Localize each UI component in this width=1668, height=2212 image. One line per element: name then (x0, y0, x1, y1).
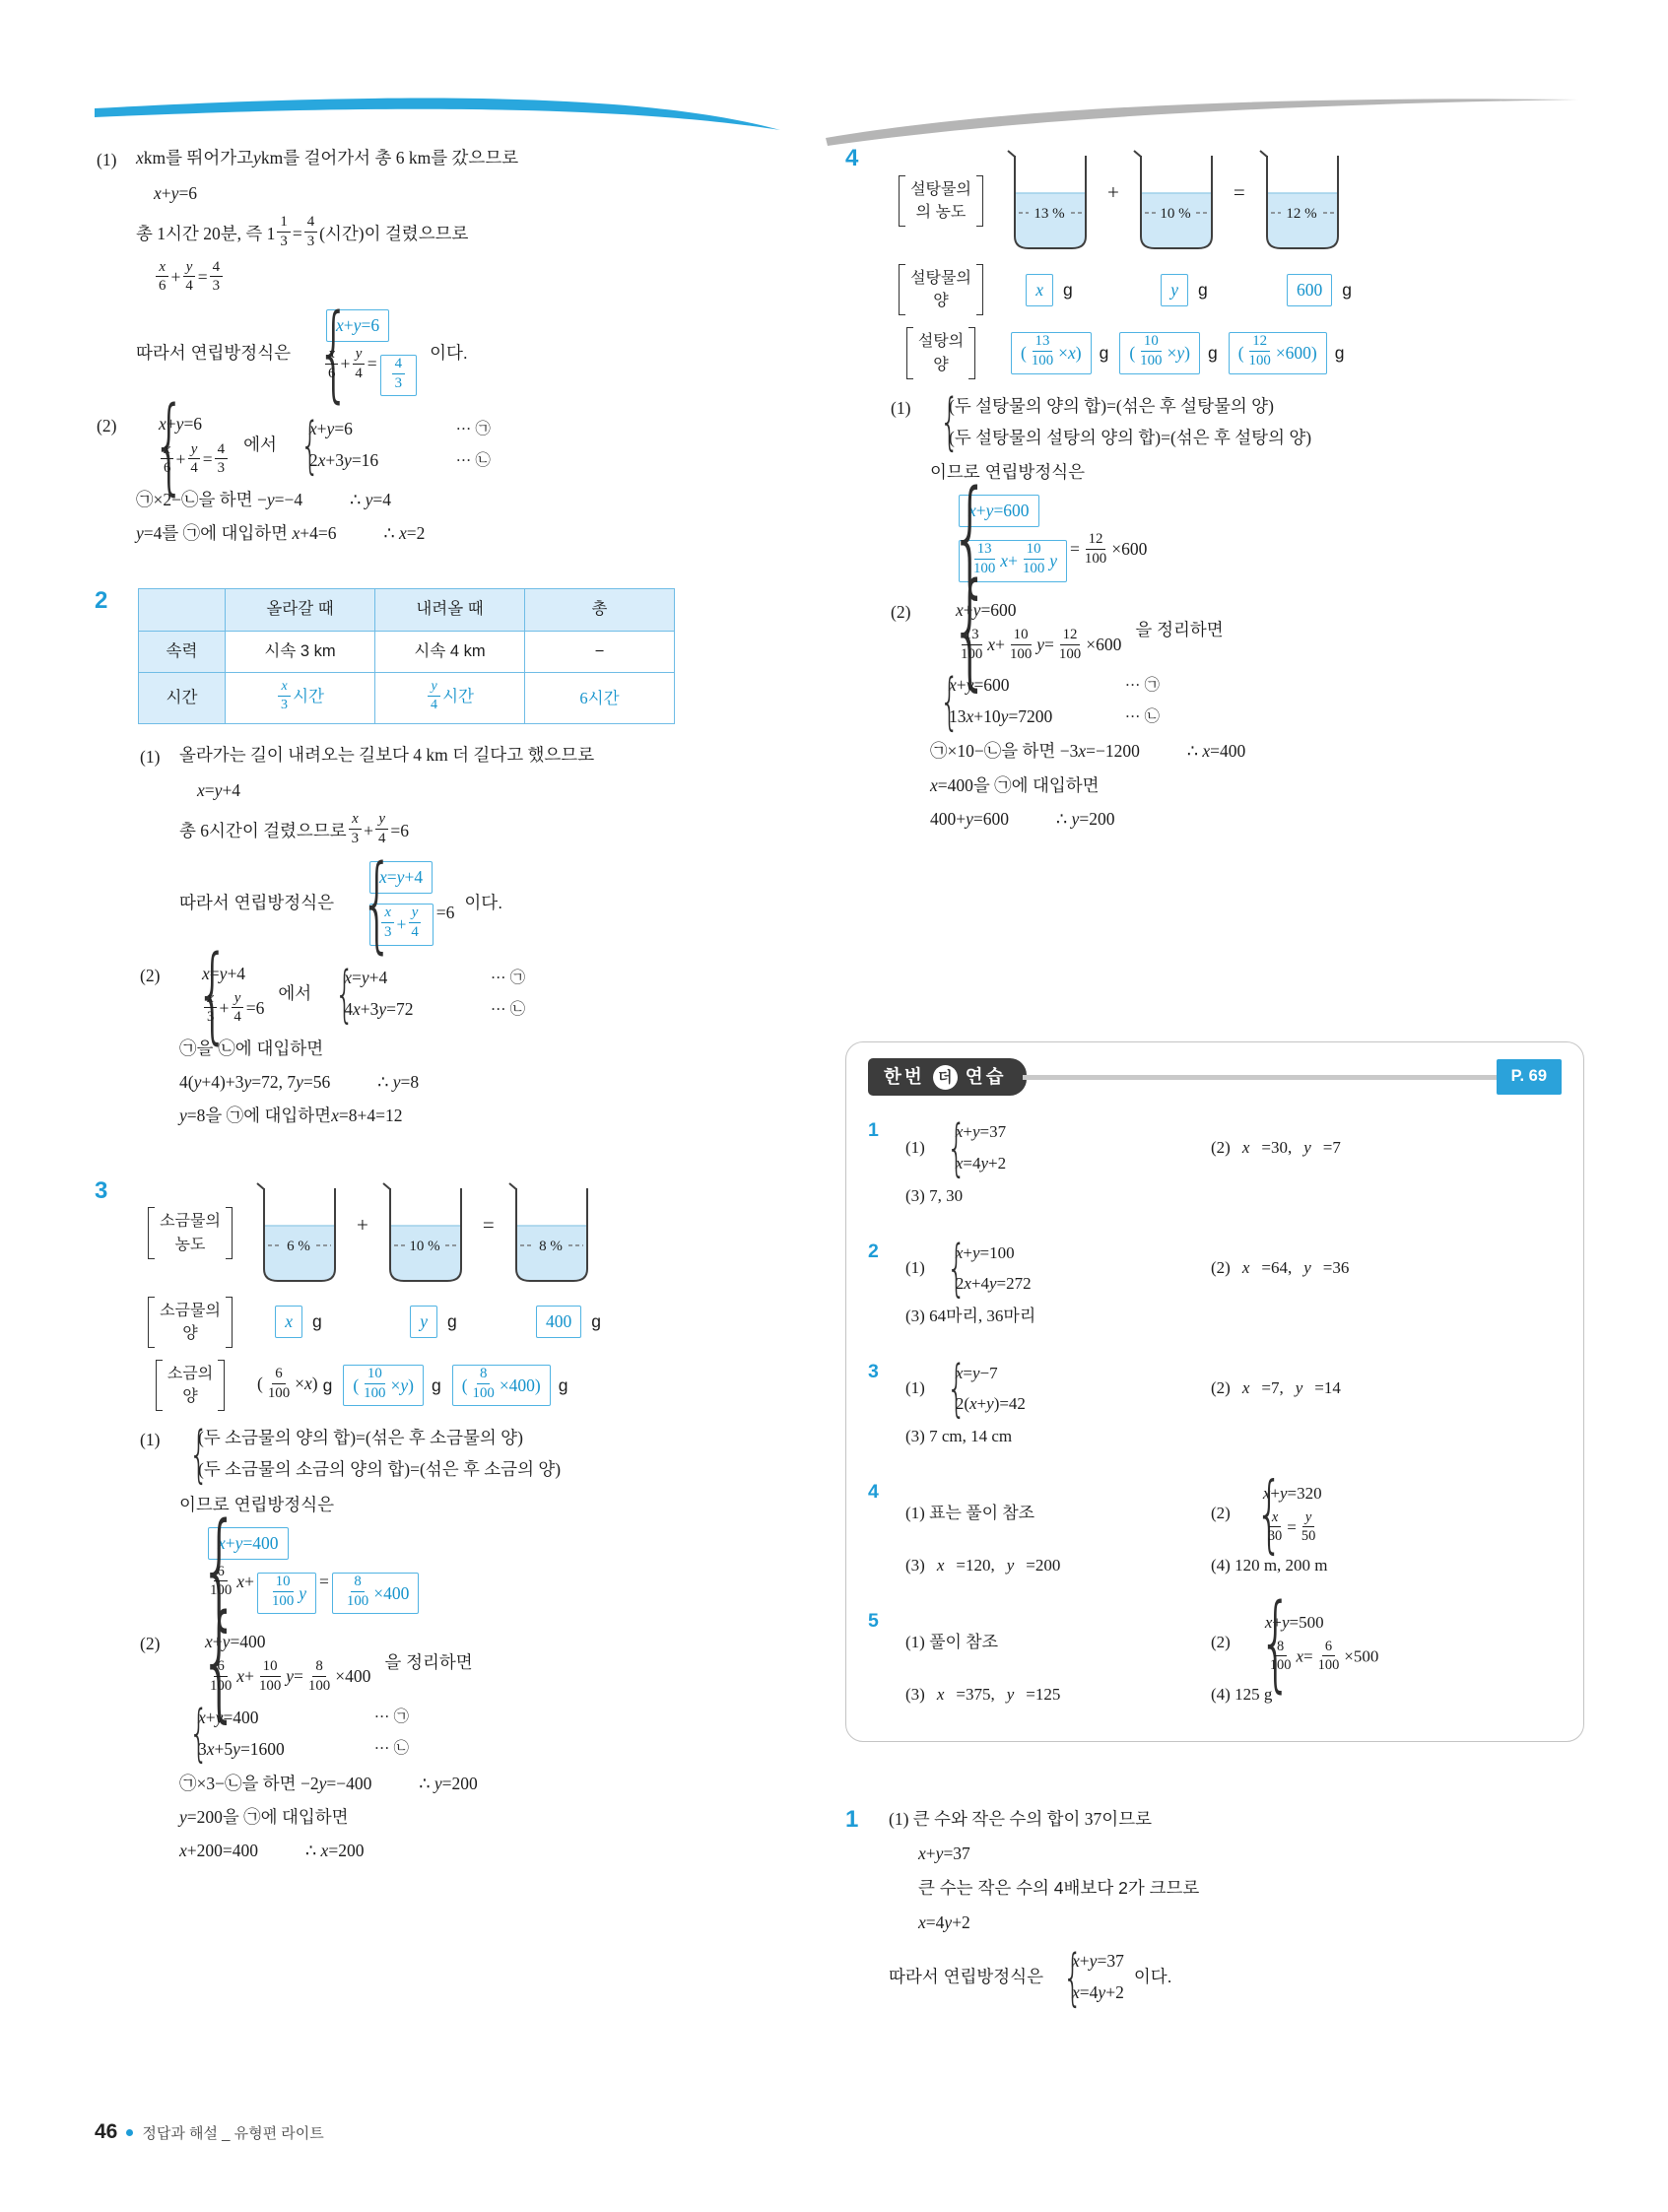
table-cell: $\frac{y}{4}$ 시간 (375, 673, 525, 723)
table-cell: 6시간 (525, 673, 675, 723)
item-number: 2 (868, 1240, 879, 1262)
answer-text: ∴ y=200 (1056, 808, 1115, 829)
equation: { x=y−7 (955, 1363, 998, 1382)
equation: { x+y=6 (159, 414, 203, 435)
unit-label: g (1198, 279, 1208, 300)
equation-system (930, 672, 1160, 730)
equation-tag: ⋯ ㉡ (490, 1000, 526, 1018)
table-cell: − (525, 631, 675, 673)
solution-text: x+200=400 (179, 1841, 259, 1861)
problem-3 (95, 1171, 784, 1872)
page-reference-badge: P. 69 (1497, 1059, 1562, 1095)
equation-tag: ⋯ ㉠ (373, 1709, 409, 1726)
salt-expression-box: ( 8 100 ×400) (452, 1365, 551, 1406)
conclusion-post: 이다. (1133, 1967, 1172, 1987)
equation: { x+y=37 (1072, 1951, 1124, 1972)
solution-step-4-1 (889, 393, 1584, 583)
amount-box: y (410, 1306, 437, 1338)
right-bracket (976, 264, 983, 315)
equation: 13x+10y=7200 (949, 706, 1053, 727)
problem-4 (845, 138, 1584, 839)
equation: 3x+5y=1600 (198, 1738, 285, 1759)
amount-box: x (275, 1306, 302, 1338)
equation: { x+y=320 (1262, 1483, 1322, 1503)
item-number: 3 (868, 1360, 879, 1382)
equation-tag: ⋯ ㉠ (1124, 676, 1160, 694)
practice-header-line (1023, 1075, 1497, 1080)
beaker-spout (509, 1183, 516, 1189)
equation: $\frac{x}{6}$ + $\frac{y}{4}$ = 4 3 (323, 348, 420, 397)
problem-number: 4 (845, 145, 859, 171)
conclusion-line (179, 860, 784, 946)
beaker-percent-label: 10 % (1160, 206, 1191, 222)
equation-system (1242, 1481, 1322, 1547)
solution-text: y =200을 ㉠에 대입하면 (179, 1807, 349, 1828)
answer-text: (2) x =7, y =14 (1211, 1378, 1341, 1398)
solution-step-1-2 (95, 411, 784, 547)
left-bracket (156, 1360, 163, 1411)
bracket-label-concentration (889, 175, 993, 227)
equals-sign: = (1233, 180, 1245, 205)
practice-item-2 (868, 1234, 1562, 1337)
equation: $\frac{6}{100}$ x+ $\frac{10}{100}$ y= $\frac{8}{100}$ ×400 (210, 1658, 371, 1695)
sugar-expression-box: ( 12 100 ×600) (1229, 332, 1327, 373)
practice-item-4 (868, 1474, 1562, 1586)
unit-label: g (1334, 343, 1345, 363)
equation-tag: ⋯ ㉠ (455, 420, 491, 437)
answer-text: ∴ y=200 (419, 1773, 478, 1793)
equation: 4x+3y=72 (344, 999, 414, 1020)
table-row-label: 시간 (139, 673, 226, 723)
equation: 13 100 x + 10 100 y = $\frac{12}{100}$ ×600 (956, 533, 1147, 582)
equation-system (179, 961, 264, 1028)
equation: 2x+3y=16 (308, 450, 379, 471)
equation: x+y=37 (918, 1843, 970, 1863)
equation-system (1242, 1610, 1379, 1676)
problem-number: 2 (95, 587, 108, 615)
right-bracket (976, 175, 983, 227)
beaker-diagram (1131, 150, 1222, 252)
bracket-label-amount (889, 264, 993, 315)
equals-sign: = (482, 1212, 495, 1237)
condition-system (930, 393, 1311, 451)
answer-text: ∴ y=4 (350, 489, 392, 509)
label-line: 소금물의 (160, 1302, 221, 1319)
solution-step-2-1 (138, 742, 784, 947)
solution-text: 올라가는 길이 내려오는 길보다 4 km 더 길다고 했으므로 (179, 744, 595, 765)
equation: { x=y+4 (344, 968, 388, 988)
table-row-label: 속력 (139, 631, 226, 673)
item-number: 5 (868, 1609, 879, 1632)
beaker-spout (1008, 151, 1015, 157)
conclusion-pre: 따라서 연립방정식은 (136, 342, 292, 363)
right-bracket (968, 327, 975, 378)
unit-label: g (558, 1374, 568, 1395)
equation: { x = y +4 (367, 860, 454, 895)
unit-label: g (1099, 343, 1109, 363)
amount-box: 400 (536, 1306, 581, 1338)
equation-system (937, 1361, 1026, 1418)
answer-text: (1) 표는 풀이 참조 (905, 1503, 1035, 1522)
equation: $\frac{8}{100}$ x= $\frac{6}{100}$ ×500 (1269, 1638, 1379, 1674)
salt-expression-box: ( 10 100 × y ) (343, 1365, 424, 1406)
practice-header (868, 1058, 1562, 1097)
beaker-diagram (254, 1182, 345, 1285)
equation: { x=y+4 (202, 963, 246, 983)
equation: x=y+4 (197, 779, 241, 800)
sugar-amount-row (889, 327, 1584, 378)
sugar-expression-box: ( 13 100 × x ) (1011, 332, 1092, 373)
beaker-percent-label: 13 % (1034, 206, 1065, 222)
step-marker: (1) (140, 1430, 161, 1450)
step-marker: (1) (97, 150, 117, 169)
solution-text: 이므로 연립방정식은 (930, 462, 1086, 482)
equation: { x+y=100 (955, 1242, 1015, 1262)
solution-text: 이므로 연립방정식은 (179, 1494, 335, 1514)
practice-item-5 (868, 1603, 1562, 1715)
problem-number: 3 (95, 1176, 108, 1204)
label-line: 양 (182, 1388, 198, 1406)
right-bracket (226, 1297, 233, 1348)
equation: x 3 + y 4 =6 (367, 900, 454, 946)
solution-text: ㉠×2−㉡을 하면 −y=−4 (136, 489, 303, 509)
equation: 2x+4y=272 (955, 1273, 1032, 1293)
equation-tag: ⋯ ㉡ (1124, 707, 1160, 725)
equation-system (344, 860, 454, 946)
connector-text: 에서 (278, 983, 312, 1004)
bracket-label-sugar (889, 327, 993, 378)
equation: { x + y =600 (956, 494, 1147, 528)
amount-box: 600 (1287, 274, 1332, 306)
conclusion-line (136, 308, 784, 398)
table-cell: 시속 4 km (375, 631, 525, 673)
beaker-percent-label: 6 % (287, 1238, 310, 1254)
item-number: 1 (868, 1119, 879, 1142)
beaker-percent-label: 10 % (409, 1238, 440, 1254)
beaker-spout (257, 1183, 264, 1189)
left-bracket (899, 175, 905, 227)
label-line: 설탕의 (917, 333, 965, 351)
equation: $\frac{13}{100}$ x+ $\frac{10}{100}$ y= $\frac{12}{100}$ ×600 (961, 626, 1122, 662)
practice-title-post: 연습 (965, 1065, 1007, 1087)
label-line: 양 (933, 356, 949, 373)
solution-text: y =8을 ㉠에 대입하면 x =8+4=12 (179, 1106, 403, 1126)
equation: { x+y=500 (1264, 1612, 1324, 1632)
label-line: 설탕물의 (910, 180, 971, 198)
answer-text: ∴ y=8 (377, 1072, 420, 1093)
solution-text: x =400을 ㉠에 대입하면 (930, 774, 1100, 795)
left-column (95, 138, 784, 1871)
beaker-spout (1260, 151, 1267, 157)
equation-system (930, 597, 1121, 664)
answer-text: (1) 풀이 참조 (905, 1632, 999, 1651)
solution-text: ㉠을 ㉡에 대입하면 (179, 1039, 324, 1059)
answer-text: ∴ x=200 (305, 1841, 365, 1861)
solution-text: 4(y+4)+3y=72, 7y=56 (179, 1072, 331, 1093)
label-line: 소금의 (167, 1365, 214, 1382)
answer-text: ∴ x=400 (1186, 741, 1246, 762)
beaker-percent-label: 8 % (538, 1238, 563, 1254)
equation: x=4y+2 (955, 1153, 1007, 1173)
conclusion-pre: 따라서 연립방정식은 (179, 893, 335, 913)
conclusion-pre: 따라서 연립방정식은 (889, 1967, 1044, 1987)
beaker-percent-label: 12 % (1286, 206, 1317, 222)
beaker-diagram (506, 1182, 597, 1285)
answer-text: (3) 7, 30 (905, 1186, 964, 1206)
item-number: 4 (868, 1480, 879, 1503)
table-header: 내려올 때 (375, 589, 525, 632)
problem-2 (95, 580, 784, 1136)
label-line: 설탕물의 (910, 270, 971, 287)
unit-label: g (431, 1374, 441, 1395)
unit-label: g (312, 1311, 322, 1332)
beaker-diagram (1005, 150, 1096, 252)
answer-text: (2) x =64, y =36 (1211, 1258, 1350, 1278)
answer-text: (3) x =120, y =200 (905, 1556, 1061, 1575)
solution-step-4-2 (889, 597, 1584, 833)
equation: 2(x+y)=42 (955, 1393, 1026, 1413)
answer-text: (4) 120 m, 200 m (1211, 1556, 1328, 1575)
equation: { x+y=600 (949, 675, 1010, 696)
salt-amount-row (138, 1360, 784, 1411)
equation-system (1053, 1948, 1124, 2006)
solution-1 (845, 1799, 1584, 2019)
practice-title-pre: 한번 (884, 1065, 925, 1087)
solution-step-2-2 (138, 961, 784, 1130)
page-footer (95, 2120, 324, 2144)
equation-system (937, 1240, 1032, 1298)
sugar-water-amount-row (889, 264, 1584, 315)
table-cell: 시속 3 km (226, 631, 375, 673)
conclusion-line (889, 1948, 1584, 2006)
unit-label: g (1063, 279, 1073, 300)
connector-text: 을 정리하면 (1135, 620, 1224, 640)
solution-text: y=4를 ㉠에 대입하면 x+4=6 (136, 523, 337, 544)
amount-box: x (1026, 274, 1053, 306)
sugar-expression-box: ( 10 100 × y ) (1119, 332, 1200, 373)
step-marker: (1) (140, 746, 161, 767)
part-label: (1) (905, 1378, 925, 1398)
header-swoosh-blue (95, 99, 780, 130)
label-line: 양 (933, 293, 949, 310)
left-bracket (148, 1207, 155, 1258)
part-label: (1) (905, 1258, 925, 1278)
connector-text: 에서 (243, 435, 277, 455)
solution-text: ㉠×3−㉡을 하면 −2y=−400 (179, 1773, 372, 1793)
table-cell: $\frac{x}{3}$ 시간 (226, 673, 375, 723)
answer-text: (4) 125 g (1211, 1685, 1273, 1705)
conclusion-post: 이다. (464, 893, 503, 913)
label-line: 소금물의 (160, 1213, 221, 1231)
bracket-label-amount (138, 1297, 242, 1348)
equation: x=4y+2 (918, 1912, 970, 1933)
solution-step-1-1 (95, 145, 784, 397)
label-line: 양 (182, 1324, 198, 1342)
page-number: 46 (95, 2120, 118, 2143)
practice-title-circle: 더 (933, 1065, 958, 1090)
plus-sign: + (1107, 180, 1119, 205)
conclusion-post: 이다. (430, 342, 468, 363)
equation: $\frac{x}{6}$ + $\frac{y}{4}$ = $\frac{4}{3}$ (154, 261, 784, 297)
answer-text: (3) 7 cm, 14 cm (905, 1427, 1013, 1446)
right-bracket (218, 1360, 225, 1411)
beaker-spout (383, 1183, 390, 1189)
equation-tag: ⋯ ㉡ (373, 1740, 409, 1758)
solution-step-3-2 (138, 1629, 784, 1864)
practice-title-bar (868, 1058, 1027, 1097)
solution-amount-row (138, 1297, 784, 1348)
step-marker: (2) (140, 1634, 161, 1654)
answer-text: (2) x =30, y =7 (1211, 1138, 1341, 1158)
equation: $\frac{6}{100}$ x+ 10 100 y = 8 100 ×400 (205, 1566, 422, 1615)
step-marker: (2) (891, 601, 911, 622)
answer-text: (3) x =375, y =125 (905, 1685, 1061, 1705)
equation: $\frac{x}{3}$ + $\frac{y}{4}$ =6 (202, 992, 264, 1028)
answer-text: ∴ x=2 (383, 523, 426, 544)
plus-sign: + (357, 1212, 368, 1237)
equation-system (325, 965, 525, 1023)
solution-text: 총 1시간 20분, 즉 1 1 3 = 4 3 (시간)이 걸렸으므로 (136, 214, 469, 249)
equation-system (179, 1705, 409, 1763)
beaker-diagram (1257, 150, 1348, 252)
equation-system (300, 308, 420, 398)
step-marker: (1) (891, 397, 911, 418)
solution-text: 400+y=600 (930, 808, 1010, 829)
footer-dot-icon (126, 2129, 133, 2136)
practice-item-1 (868, 1112, 1562, 1216)
equation-system (937, 1119, 1006, 1176)
unit-label: g (1207, 343, 1218, 363)
left-bracket (906, 327, 913, 378)
salt-expression: ( $\frac{6}{100}$ ×x) (257, 1365, 318, 1401)
equation: { x+y=400 (198, 1707, 259, 1727)
equation: $\frac{x}{6}$ + $\frac{y}{4}$ = $\frac{4}{3}$ (159, 443, 230, 479)
unit-label: g (447, 1311, 457, 1332)
system-row (136, 411, 784, 478)
step-marker: (2) (97, 416, 117, 436)
unit-label: g (591, 1311, 601, 1332)
speed-time-table (138, 588, 675, 724)
equation-system (291, 416, 491, 474)
equation-tag: ⋯ ㉠ (490, 969, 526, 986)
condition-line: (두 소금물의 소금의 양의 합)=(섞은 후 소금의 양) (198, 1459, 562, 1480)
part-label: (2) (1211, 1503, 1231, 1522)
equation: { x+y=400 (205, 1632, 266, 1652)
practice-answers-box (845, 1041, 1584, 1742)
equation-tag: ⋯ ㉡ (455, 451, 491, 469)
answer-text: (3) 64마리, 36마리 (905, 1307, 1036, 1326)
solution-text: x km를 뛰어가고 y km를 걸어가서 총 6 km를 갔으므로 (136, 148, 519, 168)
solution-text: 총 6시간이 걸렸으므로 x 3 + y 4 =6 (179, 810, 410, 846)
bracket-label-concentration (138, 1207, 242, 1258)
equation: $\frac{x}{30}$ = $\frac{y}{50}$ (1267, 1508, 1316, 1545)
equation: { x + y =6 (323, 308, 420, 343)
unit-label: g (322, 1374, 333, 1395)
unit-label: g (1342, 279, 1352, 300)
left-bracket (899, 264, 905, 315)
solution-step-3-1 (138, 1425, 784, 1615)
concentration-row (889, 150, 1584, 252)
right-bracket (226, 1207, 233, 1258)
condition-system (179, 1425, 561, 1483)
equation: x=4y+2 (1072, 1982, 1124, 2003)
connector-text: 을 정리하면 (384, 1651, 473, 1672)
solution-text: 큰 수는 작은 수의 4배보다 2가 크므로 (918, 1877, 1200, 1898)
table-header: 총 (525, 589, 675, 632)
beaker-diagram (380, 1182, 471, 1285)
footer-text: 정답과 해설 _ 유형편 라이트 (142, 2124, 324, 2142)
equation: { x+y=600 (956, 599, 1017, 620)
solution-text: ㉠×10−㉡을 하면 −3x=−1200 (930, 741, 1140, 762)
solution-text: (1) 큰 수와 작은 수의 합이 37이므로 (889, 1808, 1153, 1829)
amount-box: y (1161, 274, 1188, 306)
condition-line: (두 설탕물의 설탕의 양의 합)=(섞은 후 설탕의 양) (949, 427, 1312, 447)
left-bracket (148, 1297, 155, 1348)
part-label: (1) (905, 1138, 925, 1158)
condition-line: { (두 설탕물의 양의 합)=(섞은 후 설탕물의 양) (949, 395, 1274, 416)
equation: { x+y=37 (955, 1122, 1007, 1142)
right-column (845, 138, 1584, 2018)
equation: { x + y =400 (205, 1526, 422, 1561)
equation: { x+y=6 (308, 419, 353, 439)
label-line: 농도 (174, 1236, 206, 1253)
part-label: (2) (1211, 1632, 1231, 1651)
step-marker: (2) (140, 965, 161, 985)
equation-system (179, 1629, 370, 1696)
bracket-label-salt (138, 1360, 242, 1411)
table-corner-cell (139, 589, 226, 632)
equation-system (136, 411, 230, 478)
table-header: 올라갈 때 (226, 589, 375, 632)
system-row (179, 961, 784, 1028)
label-line: 의 농도 (915, 204, 967, 221)
equation: x+y=6 (154, 183, 198, 204)
condition-line: { (두 소금물의 양의 합)=(섞은 후 소금물의 양) (198, 1428, 523, 1448)
problem-number: 1 (845, 1805, 859, 1833)
concentration-row (138, 1182, 784, 1285)
practice-item-3 (868, 1354, 1562, 1457)
beaker-spout (1134, 151, 1141, 157)
